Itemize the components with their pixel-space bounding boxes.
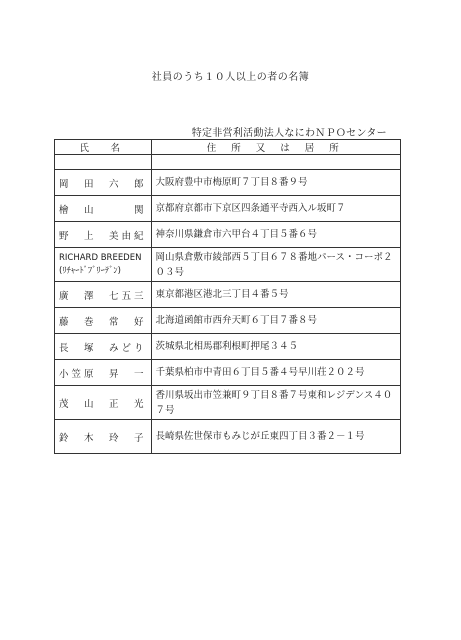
member-roster-table — [54, 139, 401, 454]
member-address: 岡山県倉敷市綾部西５丁目６７８番地パース・コーポ２０３号 — [151, 248, 400, 282]
table-row — [55, 360, 401, 386]
member-name: 藤 巻 常 好 — [55, 308, 152, 334]
member-address: 大阪府豊中市梅原町７丁目８番９号 — [151, 170, 400, 196]
member-name: 鈴 木 玲 子 — [55, 420, 152, 454]
header-name: 氏 名 — [55, 140, 152, 155]
member-address: 千葉県柏市中青田６丁目５番４号早川荘２０２号 — [151, 360, 400, 386]
member-name: 岡 田 六 郎 — [55, 170, 152, 196]
table-row — [55, 170, 401, 196]
document-title: 社員のうち１０人以上の者の名簿 — [151, 72, 310, 83]
member-name-kana: (ﾘﾁｬｰﾄﾞﾌﾞﾘｰﾃﾞﾝ) — [59, 265, 121, 276]
organization-name: 特定非営利活動法人なにわＮＰＯセンター — [191, 128, 387, 139]
member-address: 香川県坂出市笠兼町９丁目８番７号東和レジデンス４０７号 — [151, 386, 400, 420]
table-row — [55, 420, 401, 454]
member-address: 北海道函館市西弁天町６丁目７番８号 — [151, 308, 400, 334]
member-address: 京都府京都市下京区四条通平寺西入ル坂町７ — [151, 196, 400, 222]
member-name-cell — [55, 248, 152, 282]
table-row — [55, 196, 401, 222]
member-name: 廣 澤 七五三 — [55, 282, 152, 308]
table-row — [55, 282, 401, 308]
member-name: RICHARD BREEDEN — [59, 252, 142, 263]
table-row — [55, 334, 401, 360]
member-address: 茨城県北相馬郡利根町押尾３４５ — [151, 334, 400, 360]
member-name: 野 上 美由紀 — [55, 222, 152, 248]
table-row — [55, 248, 401, 282]
member-name: 小笠原 昇 一 — [55, 360, 152, 386]
member-address: 長崎県佐世保市もみじが丘東四丁目３番２－１号 — [151, 420, 400, 454]
table-row — [55, 222, 401, 248]
member-address: 神奈川県鎌倉市六甲台４丁目５番６号 — [151, 222, 400, 248]
table-header-row — [55, 140, 401, 155]
member-name: 檜 山 関 — [55, 196, 152, 222]
table-row — [55, 308, 401, 334]
member-name: 長 塚 みどり — [55, 334, 152, 360]
member-address: 東京都港区港北三丁目４番５号 — [151, 282, 400, 308]
header-address: 住 所 又 は 居 所 — [151, 140, 400, 155]
member-name: 茂 山 正 光 — [55, 386, 152, 420]
table-row — [55, 386, 401, 420]
header-spacer-row — [55, 155, 401, 170]
